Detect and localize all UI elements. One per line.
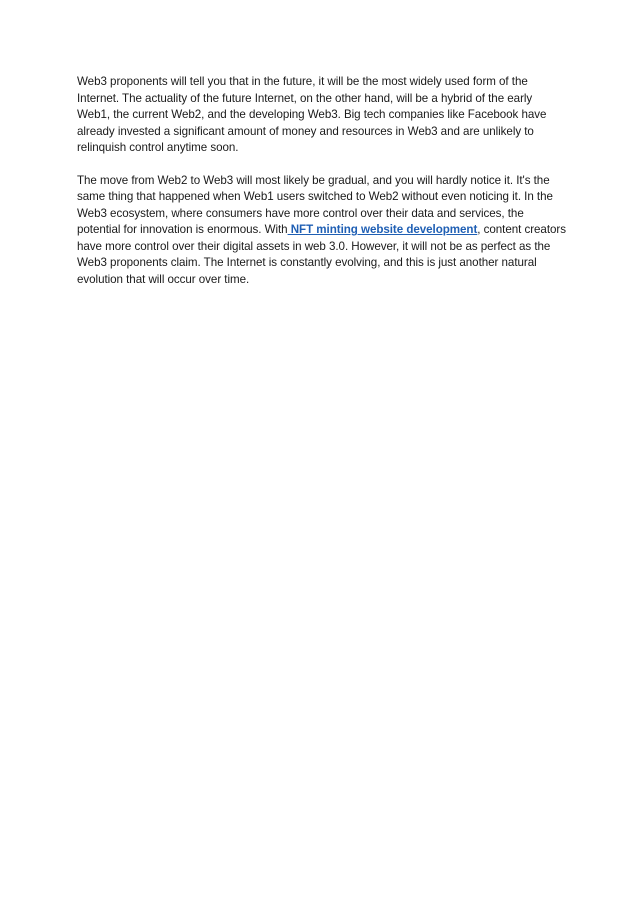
paragraph-2-text-after-link: , content creators have more control over their digital assets in web 3.0. However, it will not be as perfect as the Web3 proponents claim. The Internet is constantly evolving, and this is just another natural evolution that will occur over time. [77,223,566,286]
paragraph-2-text-before-link: The move from Web2 to Web3 will most likely be gradual, and you will hardly notice it. It's the same thing that happened when Web1 users switched to Web2 without even noticing it. In the Web3 ecosystem, where consumers have more control over their data and services, the potential for innovation is enormous. With [77,173,553,236]
document-body [77,74,567,288]
paragraph-1: Web3 proponents will tell you that in the future, it will be the most widely used form of the Internet. The actuality of the future Internet, on the other hand, will be a hybrid of the early Web1, the current Web2, and the developing Web3. Big tech companies like Facebook have already invested a significant amount of money and resources in Web3 and are unlikely to relinquish control anytime soon. [77,75,547,154]
nft-minting-link[interactable]: NFT minting website development [287,223,478,236]
paragraph-2 [77,173,567,289]
